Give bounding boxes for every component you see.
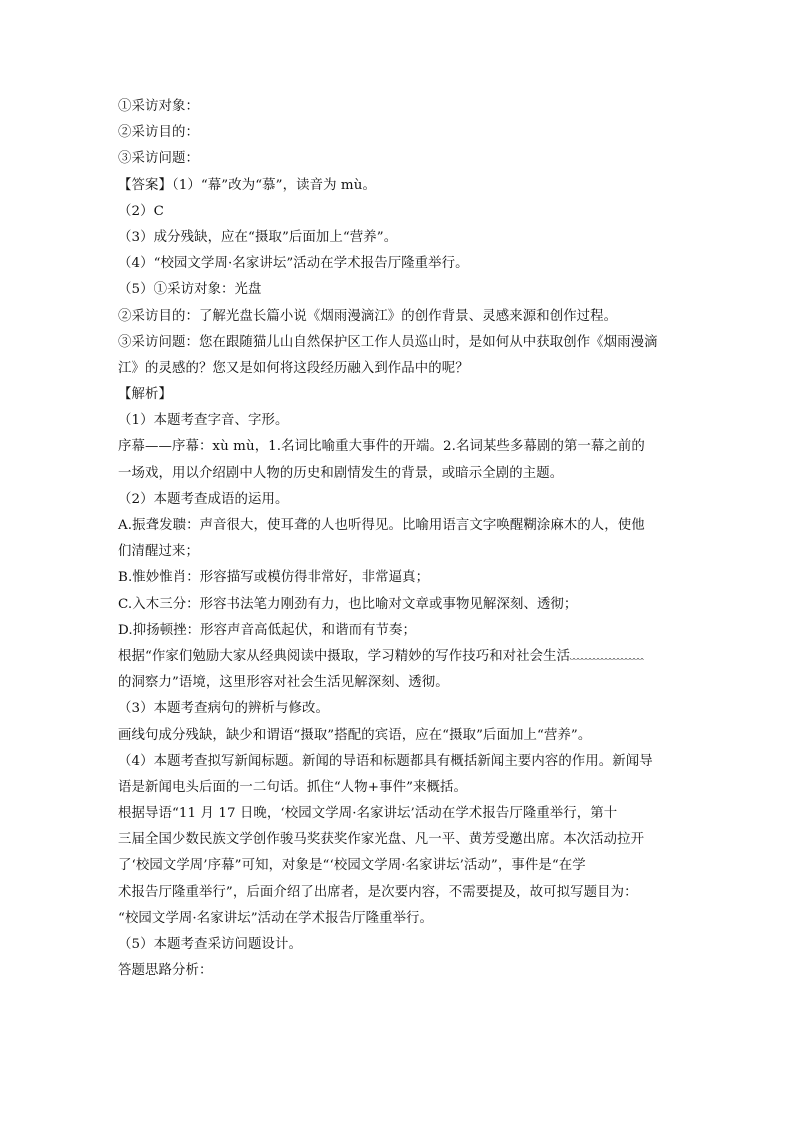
- text-line: （1）本题考查字音、字形。: [118, 413, 289, 429]
- text-line: （4）“校园文学周·名家讲坛”活动在学术报告厅隆重举行。: [118, 256, 469, 272]
- text-line: 江》的灵感的？您又是如何将这段经历融入到作品中的呢？: [118, 360, 469, 376]
- text-line: （5）①采访对象：光盘: [118, 282, 262, 298]
- text-line: 一场戏，用以介绍剧中人物的历史和剧情发生的背景，或暗示全剧的主题。: [118, 465, 564, 481]
- text-line: 的洞察力”语境，这里形容对社会生活见解深刻、透彻。: [118, 675, 449, 691]
- text-line: 答题思路分析：: [118, 963, 213, 979]
- text-line: 术报告厅隆重举行”，后面介绍了出席者，是次要内容，不需要提及，故可拟写题目为：: [118, 884, 638, 900]
- blank-prefix-text: 根据“作家们勉励大家从经典阅读中摄取，学习精妙的写作技巧和对社会生活: [118, 648, 571, 664]
- text-line: ①采访对象：: [118, 99, 199, 114]
- text-line: 三届全国少数民族文学创作骏马奖获奖作家光盘、凡一平、黄芳受邀出席。本次活动拉开: [118, 832, 645, 848]
- analysis-heading: 【解析】: [118, 387, 172, 403]
- text-line: 画线句成分残缺，缺少和谓语“摄取”搭配的宾语，应在“摄取”后面加上“营养”。: [118, 727, 592, 743]
- text-line: B.惟妙惟肖：形容描写或模仿得非常好，非常逼真；: [118, 570, 430, 586]
- text-line: 了‘校园文学周’序幕”可知，对象是“‘校园文学周·名家讲坛’活动”，事件是“在学: [118, 858, 586, 874]
- text-line: ③采访问题：您在跟随猫儿山自然保护区工作人员巡山时，是如何从中获取创作《烟雨漫滴: [118, 334, 658, 350]
- wavy-blank: [570, 650, 644, 660]
- text-line: 们清醒过来；: [118, 544, 199, 560]
- text-line: “校园文学周·名家讲坛”活动在学术报告厅隆重举行。: [118, 910, 434, 926]
- text-line: D.抑扬顿挫：形容声音高低起伏，和谐而有节奏；: [118, 622, 417, 638]
- text-line: 根据导语“11 月 17 日晚，‘校园文学周·名家讲坛’活动在学术报告厅隆重举行，第十: [118, 806, 618, 822]
- text-line: C.入木三分：形容书法笔力刚劲有力，也比喻对文章或事物见解深刻、透彻；: [118, 596, 578, 612]
- text-line: （3）本题考查病句的辨析与修改。: [118, 701, 329, 717]
- text-line: ③采访问题：: [118, 151, 199, 167]
- answer-heading-line: 【答案】（1）“幕”改为“慕”，读音为 mù。: [118, 177, 376, 193]
- text-line-with-blank: [118, 644, 678, 670]
- text-line: ②采访目的：: [118, 125, 199, 141]
- text-line: 序幕——序幕：xù mù，1.名词比喻重大事件的开端。2.名词某些多幕剧的第一幕之前的: [118, 439, 645, 455]
- text-line: （3）成分残缺，应在“摄取”后面加上“营养”。: [118, 229, 398, 245]
- text-line: A.振聋发聩：声音很大，使耳聋的人也听得见。比喻用语言文字唤醒糊涂麻木的人，使他: [118, 518, 645, 533]
- text-line: 语是新闻电头后面的一二句话。抓住“人物+事件”来概括。: [118, 779, 467, 795]
- text-line: （2）C: [118, 203, 164, 219]
- text-line: （5）本题考查采访问题设计。: [118, 937, 302, 952]
- answer-content: [118, 94, 678, 984]
- text-line: （2）本题考查成语的运用。: [118, 491, 289, 507]
- text-line: ②采访目的：了解光盘长篇小说《烟雨漫滴江》的创作背景、灵感来源和创作过程。: [118, 308, 618, 324]
- text-line: （4）本题考查拟写新闻标题。新闻的导语和标题都具有概括新闻主要内容的作用。新闻导: [118, 753, 653, 769]
